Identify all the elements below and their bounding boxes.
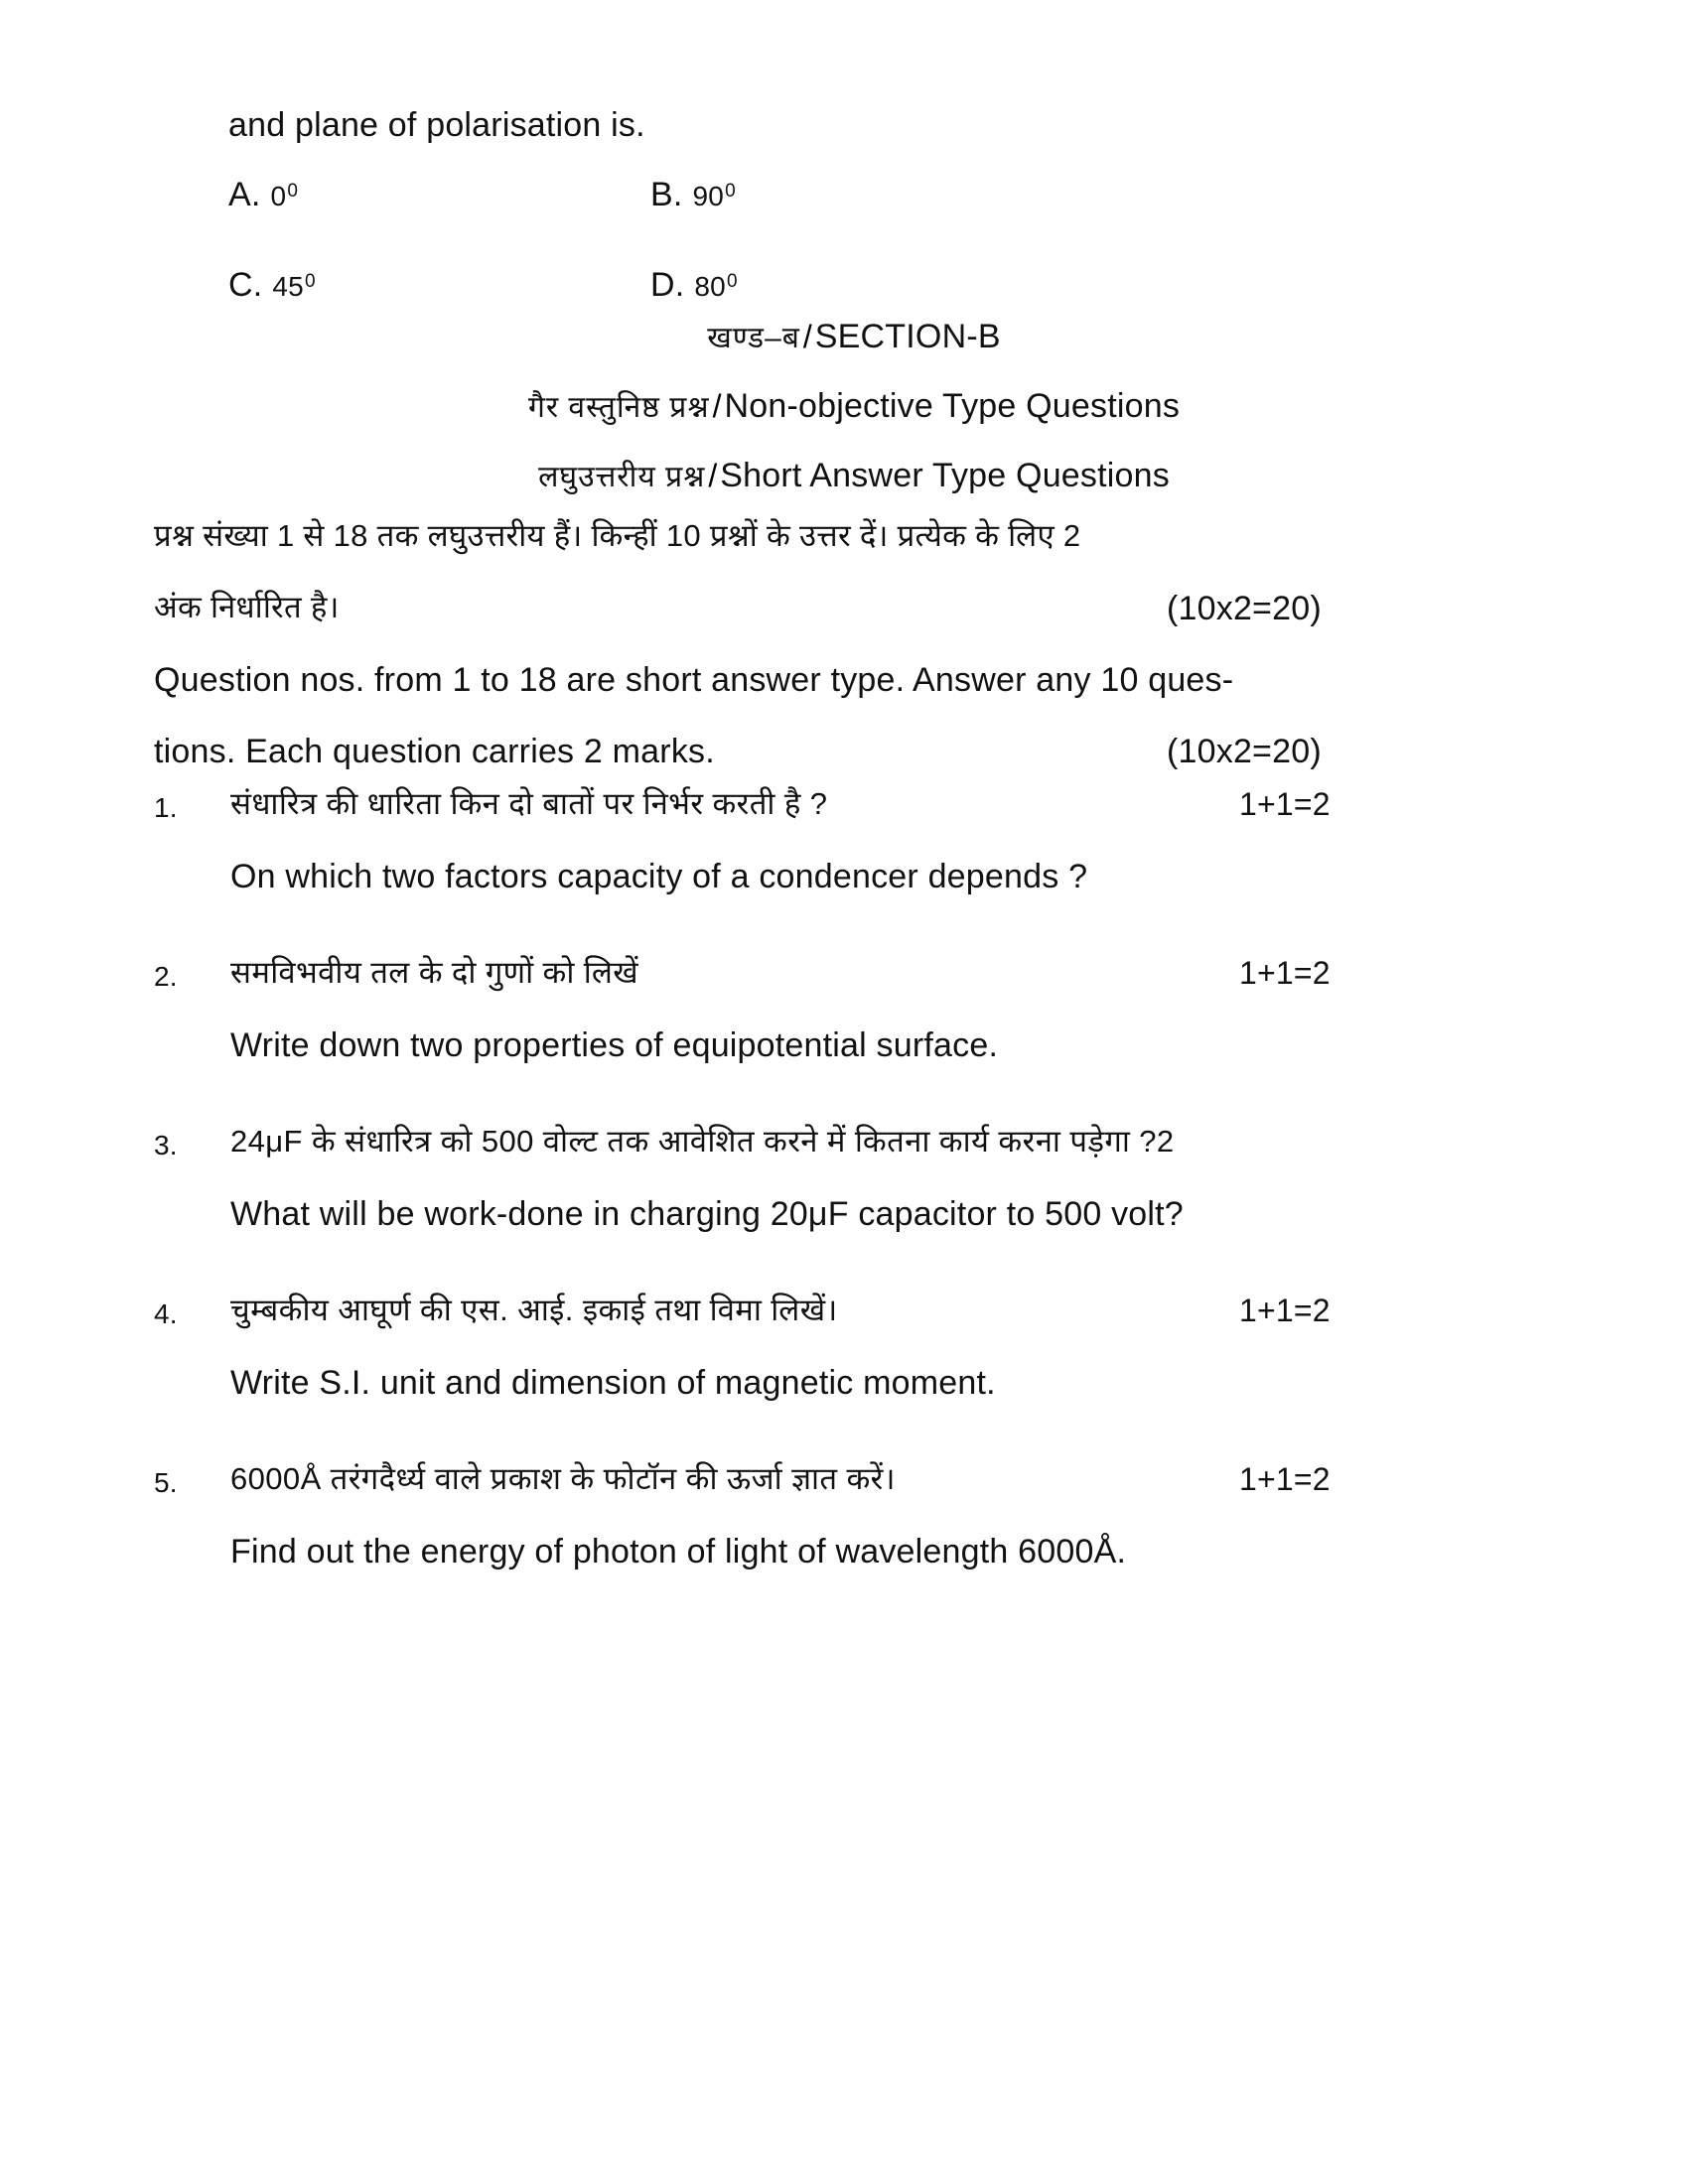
section-heading-hindi: खण्ड–ब (707, 322, 800, 354)
nonobjective-heading-english: Non-objective Type Questions (724, 387, 1181, 425)
question-item (154, 784, 1504, 945)
question-number: 3. (154, 1130, 178, 1160)
question-hindi-row (154, 953, 1504, 1024)
option-b-value: 90 (692, 181, 725, 211)
option-c[interactable]: C. 45 0 (228, 264, 650, 307)
question-number: 1. (154, 792, 178, 823)
shortanswer-heading-english: Short Answer Type Questions (720, 457, 1170, 494)
question-english-row (154, 1024, 1504, 1114)
question-hindi-text: 6000Å तरंगदैर्ध्य वाले प्रकाश के फोटॉन की ऊर्जा ज्ञात करें। (230, 1461, 896, 1496)
question-english-text: Write S.I. unit and dimension of magnetic moment. (230, 1364, 996, 1402)
question-english-text: On which two factors capacity of a condencer depends ? (230, 858, 1088, 895)
question-number: 5. (154, 1467, 178, 1498)
nonobjective-heading (209, 385, 1499, 428)
option-a-value: 0 (270, 181, 287, 211)
section-heading-line (707, 316, 1000, 358)
question-hindi-text: 24μF के संधारित्र को 500 वोल्ट तक आवेशित करने में कितना कार्य करना पड़ेगा ?2 (230, 1124, 1175, 1159)
nonobjective-heading-line (528, 385, 1180, 428)
shortanswer-heading-hindi: लघुउत्तरीय प्रश्न (538, 461, 706, 493)
question-hindi-text: चुम्बकीय आघूर्ण की एस. आई. इकाई तथा विमा लिखें। (230, 1293, 838, 1327)
option-b[interactable]: B. 90 0 (650, 174, 735, 216)
question-hindi-row (154, 1122, 1504, 1193)
shortanswer-heading (209, 455, 1499, 497)
question-english-text: What will be work-done in charging 20μF capacitor to 500 volt? (230, 1195, 1184, 1233)
instruction-hindi-line-2 (154, 588, 1499, 659)
options-row-cd (228, 264, 844, 307)
question-hindi-text: संधारित्र की धारिता किन दो बातों पर निर्भर करती है ? (230, 786, 828, 821)
options-row-ab (228, 174, 844, 216)
option-d[interactable]: D. 80 0 (650, 264, 737, 307)
nonobjective-heading-separator: / (712, 388, 722, 424)
question-item (154, 1122, 1504, 1283)
option-c-label: C. (228, 265, 263, 304)
question-english-text: Write down two properties of equipotential surface. (230, 1026, 999, 1064)
option-d-label: D. (650, 265, 685, 304)
option-b-label: B. (650, 176, 683, 213)
option-d-value: 80 (694, 270, 726, 302)
question-hindi-row (154, 784, 1504, 856)
question-hindi-row (154, 1291, 1504, 1362)
instruction-hindi-marks: (10x2=20) (1167, 590, 1322, 627)
question-marks: 1+1=2 (1239, 1293, 1331, 1328)
question-hindi-row (154, 1459, 1504, 1531)
question-stem-text: and plane of polarisation is. (228, 106, 645, 144)
question-english-row (154, 1362, 1504, 1451)
question-number: 4. (154, 1298, 178, 1329)
section-heading (209, 316, 1499, 358)
instruction-english-line-1 (154, 659, 1499, 731)
question-marks: 1+1=2 (1239, 786, 1331, 822)
instruction-hindi-line-1 (154, 516, 1499, 588)
question-item (154, 1459, 1504, 1620)
question-marks: 1+1=2 (1239, 955, 1331, 991)
instruction-hindi-text-2: अंक निर्धारित है। (154, 590, 340, 624)
question-english-row (154, 1531, 1504, 1620)
question-english-row (154, 856, 1504, 945)
nonobjective-heading-hindi: गैर वस्तुनिष्ठ प्रश्न (527, 391, 710, 424)
instruction-english-text-2: tions. Each question carries 2 marks. (154, 733, 715, 770)
shortanswer-heading-line (538, 455, 1170, 497)
question-item (154, 953, 1504, 1114)
section-heading-english: SECTION-B (814, 318, 1001, 355)
question-english-row (154, 1193, 1504, 1283)
option-a-label: A. (228, 176, 261, 213)
instruction-english-marks: (10x2=20) (1167, 733, 1322, 770)
instructions-block (154, 516, 1499, 802)
shortanswer-heading-separator: / (708, 458, 718, 493)
instruction-hindi-text-1: प्रश्न संख्या 1 से 18 तक लघुउत्तरीय हैं। किन्हीं 10 प्रश्नों के उत्तर दें। प्रत्येक के लिए 2 (154, 518, 1081, 553)
question-item (154, 1291, 1504, 1451)
question-english-text: Find out the energy of photon of light of wavelength 6000Å. (230, 1533, 1127, 1570)
question-stem (228, 104, 645, 147)
option-a[interactable]: A. 0 0 (228, 174, 650, 216)
instruction-english-text-1: Question nos. from 1 to 18 are short answer type. Answer any 10 ques- (154, 661, 1234, 699)
question-number: 2. (154, 961, 178, 992)
section-heading-separator: / (802, 319, 812, 354)
question-marks: 1+1=2 (1239, 1461, 1331, 1497)
option-c-value: 45 (272, 270, 304, 302)
question-hindi-text: समविभवीय तल के दो गुणों को लिखें (230, 955, 638, 990)
questions-list (154, 784, 1504, 1628)
